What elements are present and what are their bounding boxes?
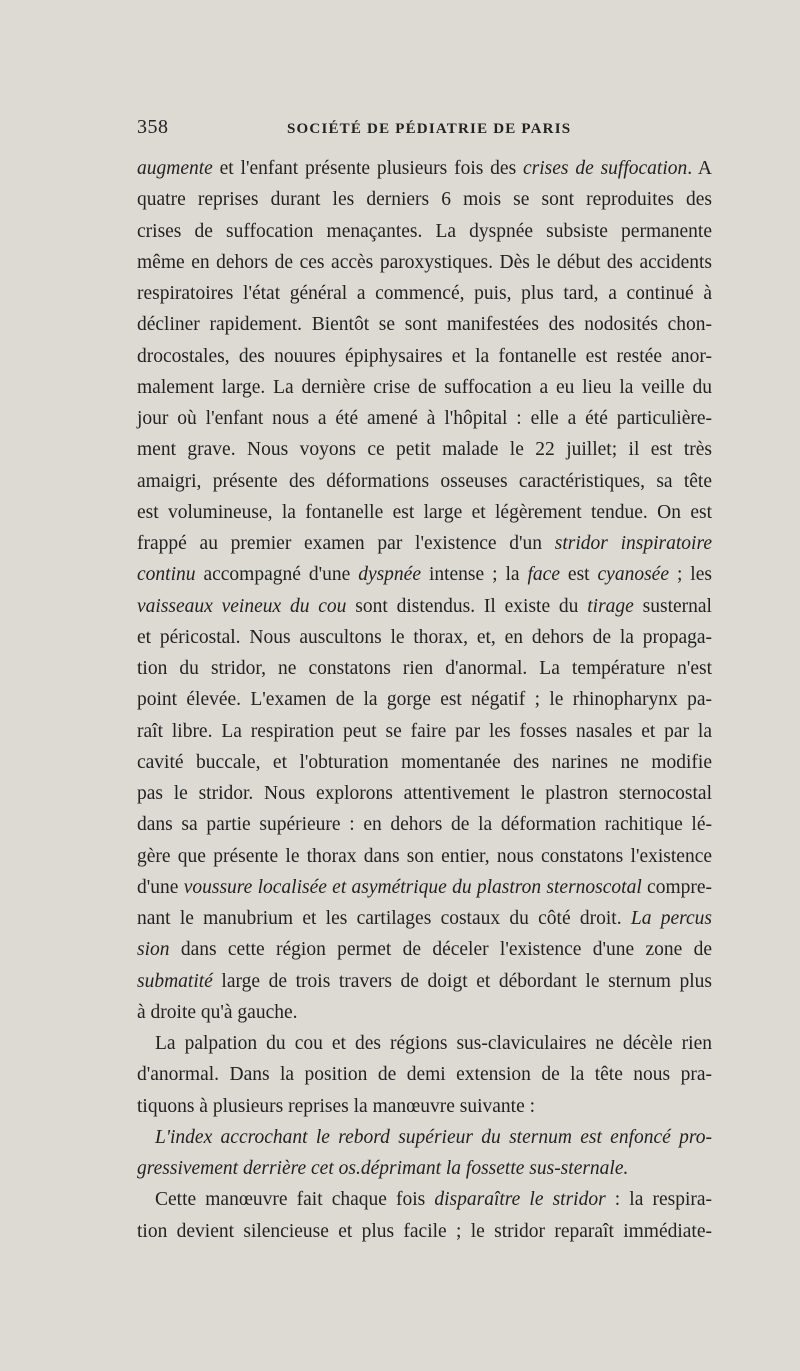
text-line: [137, 309, 712, 340]
text-line: [137, 1122, 712, 1153]
text-segment: drocostales, des nouures épiphysaires et la fontanelle est restée anor-: [137, 345, 712, 367]
text-line: [137, 872, 712, 903]
text-segment: raît libre. La respiration peut se faire par les fosses nasales et par la: [137, 720, 712, 742]
text-segment: amaigri, présente des déformations osseuses caractéristiques, sa tête: [137, 470, 712, 492]
text-segment: La palpation du cou et des régions sus-claviculaires ne décèle rien: [155, 1033, 712, 1054]
italic-text: face: [527, 564, 560, 586]
text-segment: susternal: [633, 595, 712, 617]
text-line: [137, 466, 712, 497]
text-line: [137, 841, 712, 872]
text-line: [137, 1216, 712, 1247]
text-segment: sont distendus. Il existe du: [346, 595, 588, 617]
text-line: [137, 528, 712, 559]
italic-text: cyanosée: [597, 564, 669, 586]
italic-text: sion: [137, 939, 170, 961]
text-segment: malement large. La dernière crise de suffocation a eu lieu la veille du: [137, 376, 712, 398]
text-line: [137, 716, 712, 747]
text-segment: point élevée. L'examen de la gorge est négatif ; le rhinopharynx pa-: [137, 689, 712, 711]
text-segment: même en dehors de ces accès paroxystiques. Dès le début des accidents: [137, 251, 712, 273]
text-line: [137, 1091, 712, 1122]
italic-text: stridor inspiratoire: [554, 533, 712, 554]
text-line: [137, 809, 712, 840]
italic-text: gressivement derrière cet os.déprimant la fossette sus-sternale.: [137, 1158, 629, 1179]
text-segment: pas le stridor. Nous explorons attentivement le plastron sternocostal: [137, 783, 712, 804]
text-line: [137, 684, 712, 715]
italic-text: continu: [137, 564, 196, 586]
page-header: [137, 116, 712, 146]
text-line: [137, 747, 712, 778]
text-line: [137, 341, 712, 372]
text-line: [137, 372, 712, 403]
text-line: [137, 622, 712, 653]
text-line: [137, 153, 712, 184]
text-line: [137, 497, 712, 528]
text-segment: cavité buccale, et l'obturation momentanée des narines ne modifie: [137, 751, 712, 773]
text-segment: décliner rapidement. Bientôt se sont manifestées des nodosités chon-: [137, 314, 712, 336]
text-line: [137, 1184, 712, 1215]
text-segment: ment grave. Nous voyons ce petit malade le 22 juillet; il est très: [137, 439, 712, 461]
text-segment: dans cette région permet de déceler l'existence d'une zone de: [169, 939, 712, 961]
page-number: 358: [137, 116, 169, 138]
text-segment: à droite qu'à gauche.: [137, 1001, 298, 1023]
text-segment: tiquons à plusieurs reprises la manœuvre suivante :: [137, 1095, 536, 1117]
text-line: [137, 559, 712, 590]
text-segment: : la respira-: [605, 1189, 713, 1211]
text-line: [137, 434, 712, 465]
italic-text: disparaître le stridor: [434, 1189, 606, 1211]
running-head: SOCIÉTÉ DE PÉDIATRIE DE PARIS: [287, 121, 572, 137]
text-line: [137, 997, 712, 1028]
text-segment: tion devient silencieuse et plus facile ; le stridor reparaît immédiate-: [137, 1220, 712, 1242]
italic-text: voussure localisée et asymétrique du plastron sternoscotal: [183, 876, 642, 898]
text-line: [137, 1028, 712, 1059]
text-line: [137, 778, 712, 809]
text-segment: dans sa partie supérieure : en dehors de la déformation rachitique lé-: [137, 814, 712, 836]
text-segment: d'anormal. Dans la position de demi extension de la tête nous pra-: [137, 1064, 712, 1086]
italic-text: vaisseaux veineux du cou: [137, 595, 347, 617]
text-segment: . A: [687, 158, 712, 179]
text-segment: est: [559, 564, 598, 586]
text-line: [137, 934, 712, 965]
text-segment: quatre reprises durant les derniers 6 mois se sont reproduites des: [137, 189, 712, 211]
italic-text: augmente: [137, 158, 213, 179]
text-segment: est volumineuse, la fontanelle est large et légèrement tendue. On est: [137, 501, 712, 523]
italic-text: La percus: [630, 908, 712, 929]
text-line: [137, 184, 712, 215]
text-segment: jour où l'enfant nous a été amené à l'hôpital : elle a été particulière-: [137, 408, 712, 429]
body-text: [137, 153, 712, 1247]
text-segment: nant le manubrium et les cartilages costaux du côté droit.: [137, 908, 631, 929]
text-segment: large de trois travers de doigt et débordant le sternum plus: [212, 970, 712, 992]
text-line: [137, 403, 712, 434]
text-segment: respiratoires l'état général a commencé, puis, plus tard, a continué à: [137, 283, 712, 304]
text-segment: d'une: [137, 876, 184, 898]
italic-text: submatité: [137, 970, 213, 992]
italic-text: L'index accrochant le rebord supérieur du sternum est enfoncé pro-: [155, 1126, 712, 1148]
italic-text: crises de suffocation: [523, 158, 688, 179]
text-segment: et péricostal. Nous auscultons le thorax, et, en dehors de la propaga-: [137, 626, 712, 648]
text-line: [137, 247, 712, 278]
text-line: [137, 278, 712, 309]
text-segment: Cette manœuvre fait chaque fois: [155, 1189, 435, 1211]
text-segment: et l'enfant présente plusieurs fois des: [212, 158, 524, 179]
text-segment: accompagné d'une: [195, 564, 359, 586]
text-segment: intense ; la: [421, 564, 528, 586]
italic-text: dyspnée: [358, 564, 421, 586]
italic-text: tirage: [587, 595, 634, 617]
text-line: [137, 903, 712, 934]
text-segment: ; les: [669, 564, 712, 586]
text-line: [137, 216, 712, 247]
text-line: [137, 966, 712, 997]
text-segment: gère que présente le thorax dans son entier, nous constatons l'existence: [137, 845, 712, 867]
text-segment: tion du stridor, ne constatons rien d'anormal. La température n'est: [137, 658, 712, 679]
text-segment: frappé au premier examen par l'existence d'un: [137, 533, 555, 554]
text-segment: crises de suffocation menaçantes. La dyspnée subsiste permanente: [137, 220, 712, 242]
text-line: [137, 591, 712, 622]
text-line: [137, 1059, 712, 1090]
text-line: [137, 653, 712, 684]
text-segment: compre-: [641, 876, 713, 898]
text-line: [137, 1153, 712, 1184]
